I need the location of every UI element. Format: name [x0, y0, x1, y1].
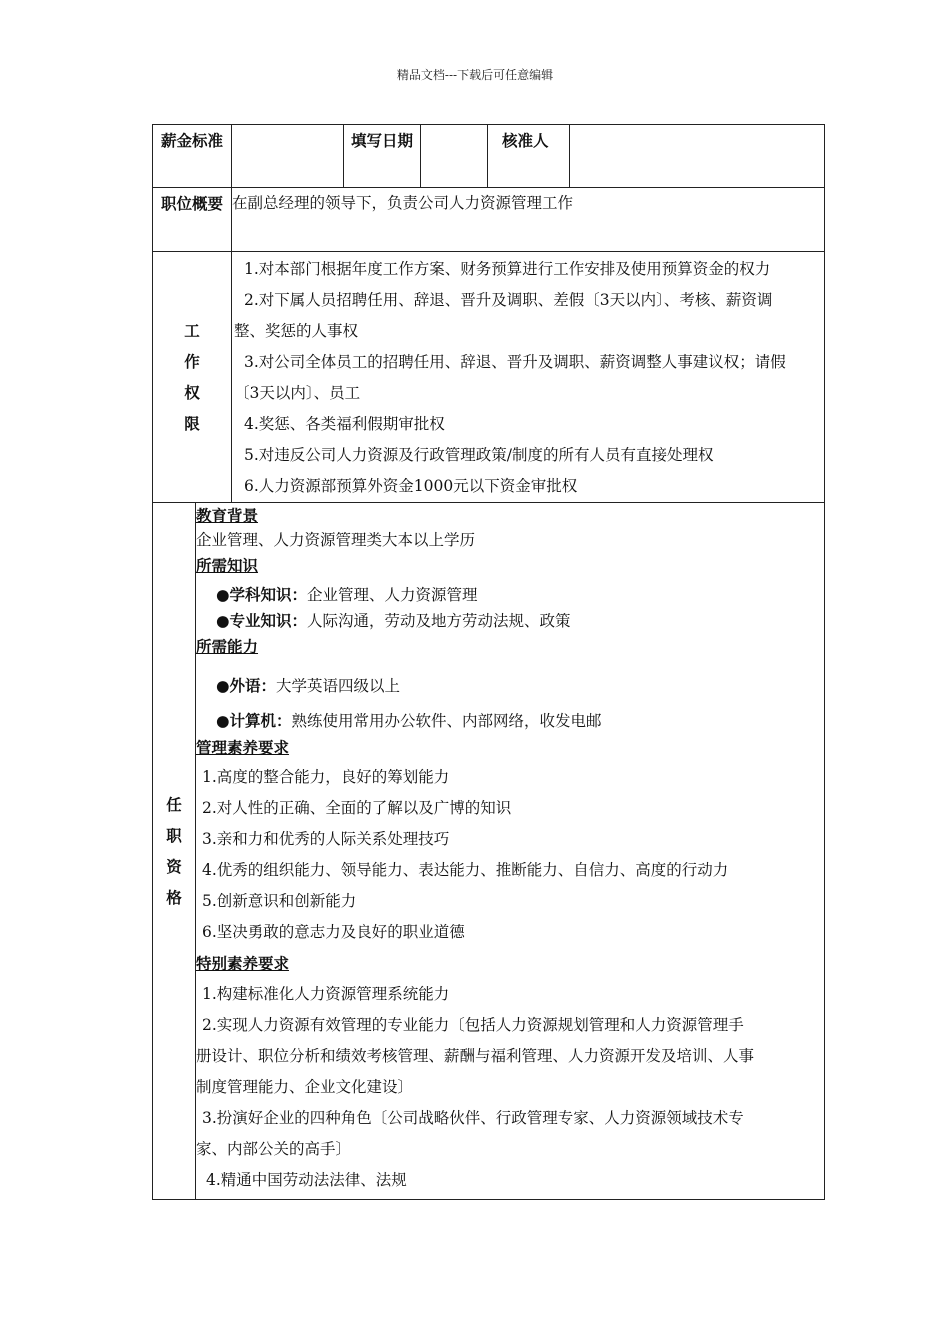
bullet-icon: ●: [216, 711, 230, 730]
qualification-row: [153, 503, 825, 1200]
authority-item: 〔3天以内〕、员工: [234, 384, 361, 402]
special-item: 1.构建标准化人力资源管理系统能力: [202, 985, 450, 1003]
authority-item: 整、奖惩的人事权: [234, 322, 359, 340]
ability-item: [196, 673, 824, 699]
authority-item: 6.人力资源部预算外资金1000元以下资金审批权: [244, 477, 578, 495]
summary-label: 职位概要: [153, 188, 232, 252]
knowledge-value: 企业管理、人力资源管理: [307, 586, 478, 604]
summary-text: 在副总经理的领导下，负责公司人力资源管理工作: [232, 188, 825, 252]
fill-date-label: 填写日期: [344, 125, 421, 188]
special-item: 册设计、职位分析和绩效考核管理、薪酬与福利管理、人力资源开发及培训、人事: [196, 1047, 755, 1065]
knowledge-item: [196, 608, 824, 634]
management-item: 6.坚决勇敢的意志力及良好的职业道德: [202, 923, 465, 941]
approver-label: 核准人: [488, 125, 570, 188]
special-item: 家、内部公关的高手〕: [196, 1140, 352, 1158]
knowledge-key: 学科知识：: [229, 585, 308, 604]
header-row: [153, 125, 825, 188]
authority-item: 3.对公司全体员工的招聘任用、辞退、晋升及调职、薪资调整人事建议权；请假: [244, 353, 786, 371]
knowledge-value: 人际沟通，劳动及地方劳动法规、政策: [307, 612, 571, 630]
management-item: 1.高度的整合能力，良好的筹划能力: [202, 768, 450, 786]
management-title: 管理素养要求: [196, 738, 290, 757]
summary-row: [153, 188, 825, 252]
ability-title: 所需能力: [196, 637, 259, 656]
job-description-table: [152, 124, 825, 1200]
management-item: 3.亲和力和优秀的人际关系处理技巧: [202, 830, 450, 848]
authority-item: 4.奖惩、各类福利假期审批权: [244, 415, 445, 433]
education-text: 企业管理、人力资源管理类大本以上学历: [196, 531, 476, 549]
authority-label-text: 工作权限: [184, 321, 200, 433]
bullet-icon: ●: [216, 585, 230, 604]
bullet-icon: ●: [216, 676, 230, 695]
special-item: 4.精通中国劳动法法律、法规: [206, 1171, 407, 1189]
ability-key: 计算机：: [229, 711, 292, 730]
education-title: 教育背景: [196, 506, 259, 525]
salary-label: 薪金标准: [153, 125, 232, 188]
authority-label: [153, 252, 232, 503]
qualification-label: [153, 503, 196, 1200]
ability-item: [196, 708, 824, 734]
ability-value: 熟练使用常用办公软件、内部网络，收发电邮: [291, 712, 602, 730]
qualification-content: [196, 503, 825, 1200]
management-item: 4.优秀的组织能力、领导能力、表达能力、推断能力、自信力、高度的行动力: [202, 861, 729, 879]
authority-row: [153, 252, 825, 503]
special-title: 特别素养要求: [196, 954, 290, 973]
approver-value: [570, 125, 825, 188]
knowledge-key: 专业知识：: [229, 611, 308, 630]
special-item: 3.扮演好企业的四种角色〔公司战略伙伴、行政管理专家、人力资源领域技术专: [202, 1109, 744, 1127]
knowledge-item: [196, 582, 824, 608]
authority-item: 5.对违反公司人力资源及行政管理政策/制度的所有人员有直接处理权: [244, 446, 714, 464]
special-item: 制度管理能力、企业文化建设〕: [196, 1078, 414, 1096]
bullet-icon: ●: [216, 611, 230, 630]
authority-item: 2.对下属人员招聘任用、辞退、晋升及调职、差假〔3天以内〕、考核、薪资调: [244, 291, 773, 309]
ability-key: 外语：: [229, 676, 277, 695]
fill-date-value: [421, 125, 488, 188]
ability-value: 大学英语四级以上: [276, 677, 401, 695]
authority-content: [232, 252, 825, 503]
authority-item: 1.对本部门根据年度工作方案、财务预算进行工作安排及使用预算资金的权力: [244, 260, 771, 278]
management-item: 5.创新意识和创新能力: [202, 892, 357, 910]
salary-value: [232, 125, 344, 188]
page-header: 精品文档---下载后可任意编辑: [396, 68, 554, 82]
knowledge-title: 所需知识: [196, 556, 259, 575]
management-item: 2.对人性的正确、全面的了解以及广博的知识: [202, 799, 512, 817]
qualification-label-text: 任职资格: [166, 795, 182, 907]
special-item: 2.实现人力资源有效管理的专业能力〔包括人力资源规划管理和人力资源管理手: [202, 1016, 744, 1034]
